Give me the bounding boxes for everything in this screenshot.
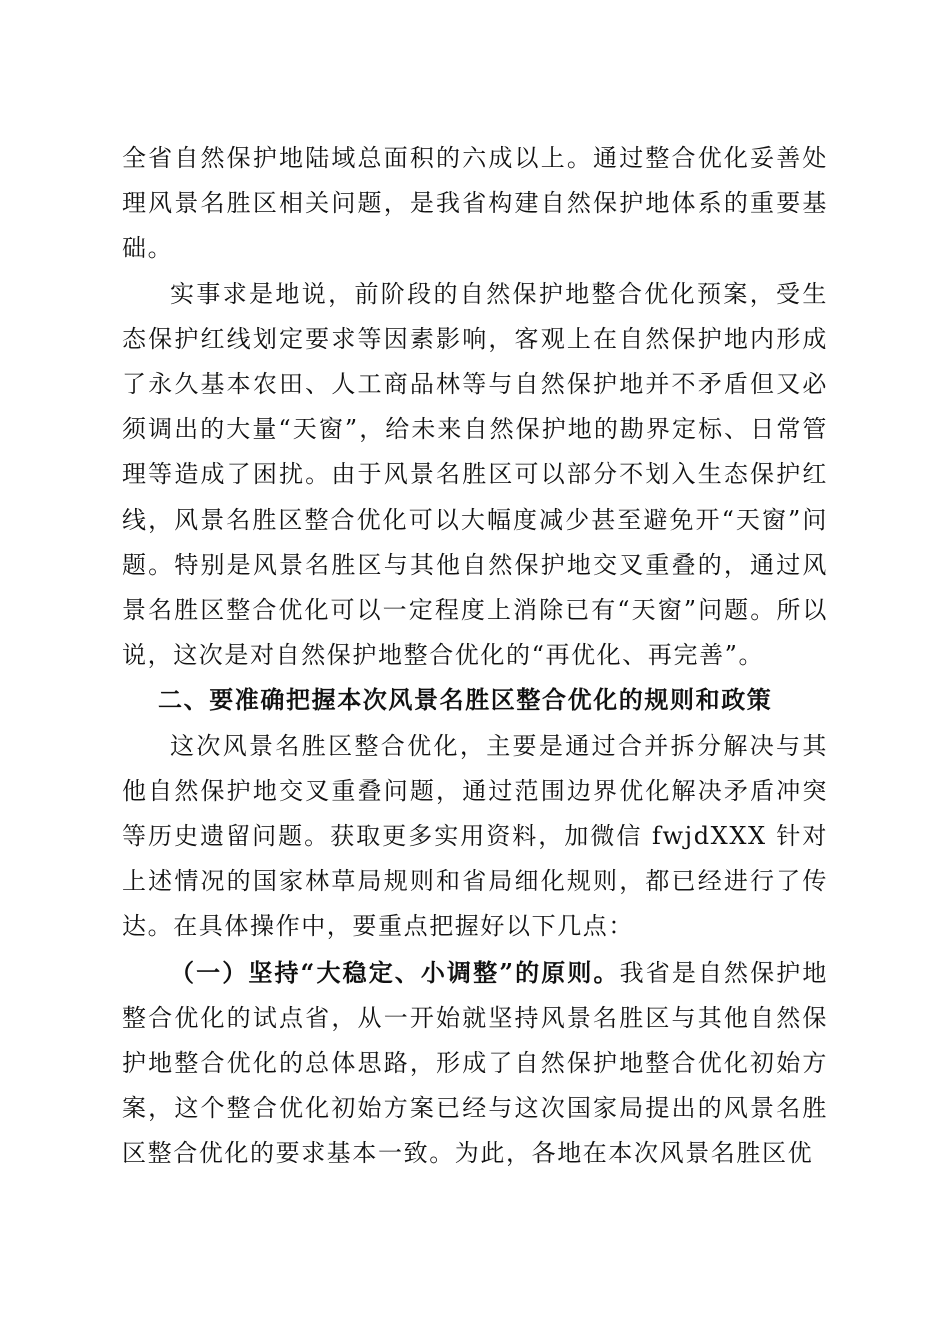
principle-one-lead: （一）坚持“大稳定、小调整”的原则。 — [170, 957, 620, 987]
paragraph-continuation: 全省自然保护地陆域总面积的六成以上。通过整合优化妥善处理风景名胜区相关问题，是我省构建自然保护地体系的重要基础。 — [122, 144, 828, 263]
document-body — [122, 136, 828, 1177]
paragraph-skylight-issue: 实事求是地说，前阶段的自然保护地整合优化预案，受生态保护红线划定要求等因素影响，客观上在自然保护地内形成了永久基本农田、人工商品林等与自然保护地并不矛盾但又必须调出的大量“天窗”，给未来自然保护地的勘界定标、日常管理等造成了困扰。由于风景名胜区可以部分不划入生态保护红线，风景名胜区整合优化可以大幅度减少甚至避免开“天窗”问题。特别是风景名胜区与其他自然保护地交叉重叠的，通过风景名胜区整合优化可以一定程度上消除已有“天窗”问题。所以说，这次是对自然保护地整合优化的“再优化、再完善”。 — [122, 279, 828, 670]
paragraph-principle-one — [122, 950, 828, 1177]
section-heading: 二、要准确把握本次风景名胜区整合优化的规则和政策 — [158, 686, 773, 715]
principle-one-body: 我省是自然保护地整合优化的试点省，从一开始就坚持风景名胜区与其他自然保护地整合优化的总体思路，形成了自然保护地整合优化初始方案，这个整合优化初始方案已经与这次国家局提出的风景名胜区整合优化的要求基本一致。为此，各地在本次风景名胜区优 — [122, 958, 828, 1168]
paragraph-section-intro: 这次风景名胜区整合优化，主要是通过合并拆分解决与其他自然保护地交叉重叠问题，通过范围边界优化解决矛盾冲突等历史遗留问题。获取更多实用资料，加微信 fwjdXXX 针对上述情况的国家林草局规则和省局细化规则，都已经进行了传达。在具体操作中，要重点把握好以下几点： — [122, 731, 828, 941]
